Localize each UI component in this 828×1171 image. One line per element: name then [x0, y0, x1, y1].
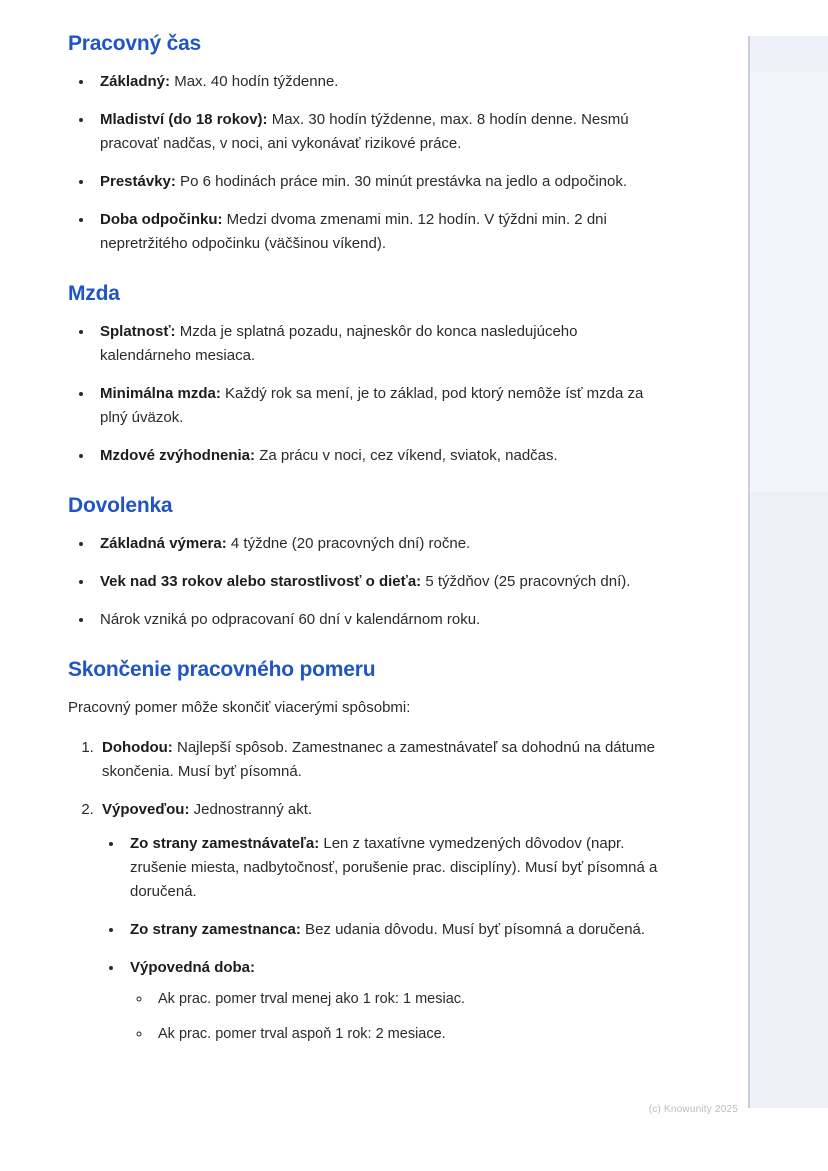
list-item-label: Zo strany zamestnávateľa: [130, 835, 320, 852]
list-item [94, 532, 658, 556]
list-item [94, 570, 658, 594]
list-item [152, 1023, 658, 1046]
list-item [152, 988, 658, 1011]
list-item-label: Mladiství (do 18 rokov): [100, 111, 268, 128]
section-mzda [68, 282, 658, 468]
list-item-label: Výpoveďou: [102, 801, 190, 818]
list-item [94, 70, 658, 94]
list-item-text: Jednostranný akt. [189, 801, 313, 818]
list-item [124, 956, 658, 1046]
list-pracovny-cas [68, 70, 658, 256]
list-item-text: Max. 40 hodín týždenne. [170, 73, 339, 90]
list-item-label: Doba odpočinku: [100, 211, 223, 228]
list-item-text: Každý rok sa mení, je to základ, pod ktorý nemôže ísť mzda za plný úväzok. [100, 385, 644, 426]
list-item [94, 208, 658, 256]
list-item-label: Základná výmera: [100, 535, 227, 552]
list-item [124, 832, 658, 904]
list-item [124, 918, 658, 942]
list-item [94, 382, 658, 430]
list-item-text: Medzi dvoma zmenami min. 12 hodín. V týždni min. 2 dni nepretržitého odpočinku (väčšinou víkend). [100, 211, 607, 252]
section-lead-text: Pracovný pomer môže skončiť viacerými spôsobmi: [68, 699, 411, 716]
list-item-text: Mzda je splatná pozadu, najneskôr do konca nasledujúceho kalendárneho mesiaca. [100, 323, 578, 364]
list-skoncenie [68, 736, 658, 1046]
list-item [94, 608, 658, 632]
list-item-text: Po 6 hodinách práce min. 30 minút prestávka na jedlo a odpočinok. [175, 173, 628, 190]
section-pracovny-cas [68, 32, 658, 256]
watermark-text: (c) Knowunity 2025 [648, 1104, 738, 1115]
section-title-skoncenie: Skončenie pracovného pomeru [68, 658, 376, 681]
list-item-label: Dohodou: [102, 739, 173, 756]
list-item-label: Výpovedná doba: [130, 959, 256, 976]
list-item-text: Len z taxatívne vymedzených dôvodov (napr. zrušenie miesta, nadbytočnosť, porušenie prac. disciplíny). Musí byť písomná a doručená. [130, 835, 658, 900]
list-item-label: Základný: [100, 73, 171, 90]
page-scrollbar-thumb[interactable] [750, 72, 828, 492]
list-item [98, 798, 658, 1046]
page-scrollbar[interactable] [748, 36, 828, 1108]
list-item [94, 444, 658, 468]
section-title-mzda: Mzda [68, 282, 120, 305]
list-item-text: 5 týždňov (25 pracovných dní). [421, 573, 631, 590]
list-item-text: Ak prac. pomer trval aspoň 1 rok: 2 mesiace. [158, 1026, 446, 1043]
list-item-label: Vek nad 33 rokov alebo starostlivosť o dieťa: [100, 573, 422, 590]
list-item-label: Mzdové zvýhodnenia: [100, 447, 256, 464]
list-item-label: Prestávky: [100, 173, 176, 190]
sub-sub-list-vypovedna-doba [130, 988, 658, 1046]
list-item [98, 736, 658, 784]
section-skoncenie [68, 658, 658, 1046]
list-item-label: Zo strany zamestnanca: [130, 921, 301, 938]
list-item-label: Splatnosť: [100, 323, 176, 340]
list-dovolenka [68, 532, 658, 632]
section-title-dovolenka: Dovolenka [68, 494, 173, 517]
list-item-label: Minimálna mzda: [100, 385, 221, 402]
list-item-text: 4 týždne (20 pracovných dní) ročne. [226, 535, 471, 552]
list-item [94, 170, 658, 194]
page-title: Pracovný čas [68, 32, 202, 55]
list-mzda [68, 320, 658, 468]
list-item-text: Nárok vzniká po odpracovaní 60 dní v kalendárnom roku. [100, 611, 481, 628]
list-item-text: Bez udania dôvodu. Musí byť písomná a doručená. [300, 921, 646, 938]
document-content [68, 32, 658, 1072]
list-item-text: Najlepší spôsob. Zamestnanec a zamestnávateľ sa dohodnú na dátume skončenia. Musí byť písomná. [102, 739, 655, 780]
list-item [94, 320, 658, 368]
list-item-text: Za prácu v noci, cez víkend, sviatok, nadčas. [255, 447, 558, 464]
list-item-text: Max. 30 hodín týždenne, max. 8 hodín denne. Nesmú pracovať nadčas, v noci, ani vykonávať rizikové práce. [100, 111, 629, 152]
sub-list-vypoved [102, 832, 658, 1046]
list-item [94, 108, 658, 156]
list-item-text: Ak prac. pomer trval menej ako 1 rok: 1 mesiac. [158, 991, 466, 1007]
section-dovolenka [68, 494, 658, 632]
